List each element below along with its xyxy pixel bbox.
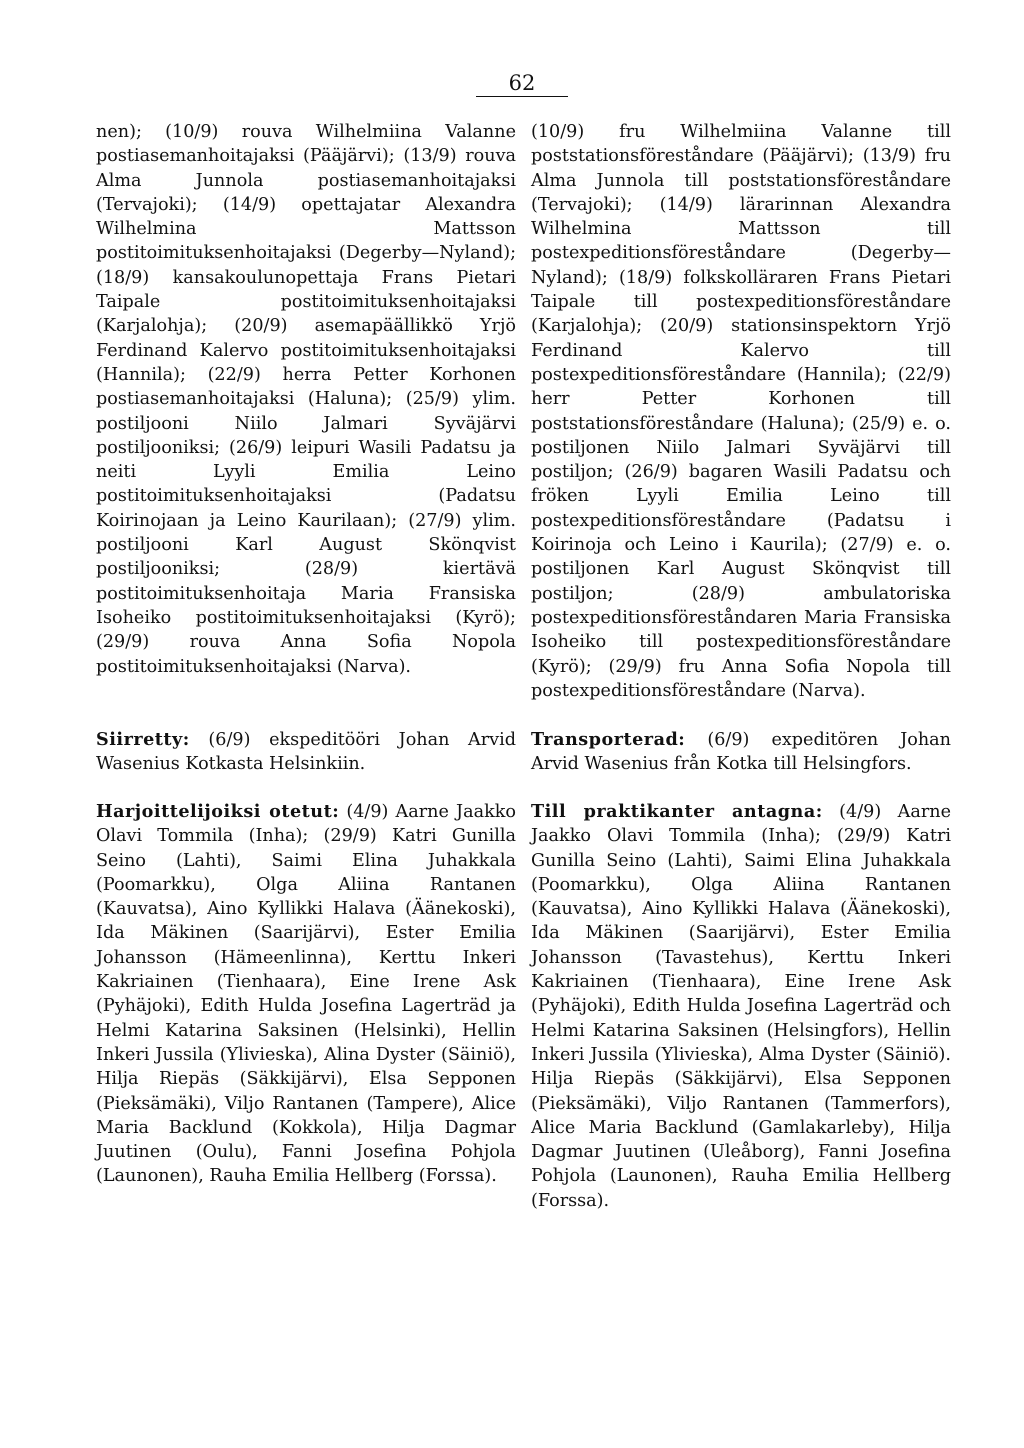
swedish-appointments: (10/9) fru Wilhelmiina Valanne till poststationsföreståndare (Pääjärvi); (13/9) fru Alma Junnola till poststationsföreståndare (Tervajoki); (14/9) lärarinnan Alexandra Wilhelmina Mattsson till postexpeditionsföreståndare (Degerby—Nyland); (18/9) folkskolläraren Frans Pietari Taipale till postexpeditionsföreståndare (Karjalohja); (20/9) stationsinspektorn Yrjö Ferdinand Kalervo till postexpeditionsföreståndare (Hannila); (22/9) herr Petter Korhonen till poststationsföreståndare (Haluna); (25/9) e. o. postiljonen Niilo Jalmari Syväjärvi till postiljon; (26/9) bagaren Wasili Padatsu och fröken Lyyli Emilia Leino till postexpeditionsföreståndare (Padatsu i Koirinoja och Leino i Kaurila); (27/9) e. o. postiljonen Karl August Skönqvist till postiljon; (28/9) ambulatoriska postexpeditionsföreståndaren Maria Fransiska Isoheiko till postexpeditionsföreståndare (Kyrö); (29/9) fru Anna Sofia Nopola till postexpeditionsföreståndare (Narva).	[531, 122, 951, 701]
finnish-trainees-heading: Harjoittelijoiksi otetut:	[96, 801, 340, 822]
swedish-trainees	[531, 800, 951, 1213]
finnish-trainees-text: (4/9) Aarne Jaakko Olavi Tommila (Inha); (29/9) Katri Gunilla Seino (Lahti), Saimi Elina Juhakkala (Poomarkku), Olga Aliina Rantanen (Kauvatsa), Aino Kyllikki Halava (Äänekoski), Ida Mäkinen (Saarijärvi), Ester Emilia Johansson (Hämeenlinna), Kerttu Inkeri Kakriainen (Tienhaara), Eine Irene Ask (Pyhäjoki), Edith Hulda Josefina Lagerträd ja Helmi Katarina Saksinen (Helsinki), Hellin Inkeri Jussila (Ylivieska), Alina Dyster (Säiniö), Hilja Riepäs (Säkkijärvi), Elsa Sepponen (Pieksämäki), Viljo Rantanen (Tampere), Alice Maria Backlund (Kokkola), Hilja Dagmar Juutinen (Oulu), Fanni Josefina Pohjola (Launonen), Rauha Emilia Hellberg (Forssa).	[96, 802, 516, 1187]
finnish-transfer-text: (6/9) ekspeditööri Johan Arvid Wasenius Kotkasta Helsinkiin.	[96, 730, 516, 775]
swedish-transfer-text: (6/9) expeditören Johan Arvid Wasenius från Kotka till Helsingfors.	[531, 730, 951, 775]
finnish-appointments: nen); (10/9) rouva Wilhelmiina Valanne postiasemanhoitajaksi (Pääjärvi); (13/9) rouva Alma Junnola postiasemanhoitajaksi (Tervajoki); (14/9) opettajatar Alexandra Wilhelmina Mattsson postitoimituksenhoitajaksi (Degerby—Nyland); (18/9) kansakoulunopettaja Frans Pietari Taipale postitoimituksenhoitajaksi (Karjalohja); (20/9) asemapäällikkö Yrjö Ferdinand Kalervo postitoimituksenhoitajaksi (Hannila); (22/9) herra Petter Korhonen postiasemanhoitajaksi (Haluna); (25/9) ylim. postiljooni Niilo Jalmari Syväjärvi postiljooniksi; (26/9) leipuri Wasili Padatsu ja neiti Lyyli Emilia Leino postitoimituksenhoitajaksi (Padatsu Koirinojaan ja Leino Kaurilaan); (27/9) ylim. postiljooni Karl August Skönqvist postiljooniksi; (28/9) kiertävä postitoimituksenhoitaja Maria Fransiska Isoheiko postitoimituksenhoitajaksi (Kyrö); (29/9) rouva Anna Sofia Nopola postitoimituksenhoitajaksi (Narva).	[96, 122, 516, 677]
swedish-trainees-text: (4/9) Aarne Jaakko Olavi Tommila (Inha); (29/9) Katri Gunilla Seino (Lahti), Saimi Elina Juhakkala (Poomarkku), Olga Aliina Rantanen (Kauvatsa), Aino Kyllikki Halava (Äänekoski), Ida Mäkinen (Saarijärvi), Ester Emilia Johansson (Tavastehus), Kerttu Inkeri Kakriainen (Tienhaara), Eine Irene Ask (Pyhäjoki), Edith Hulda Josefina Lagerträd och Helmi Katarina Saksinen (Helsingfors), Hellin Inkeri Jussila (Ylivieska), Alma Dyster (Säiniö). Hilja Riepäs (Säkkijärvi), Elsa Sepponen (Pieksämäki), Viljo Rantanen (Tammerfors), Alice Maria Backlund (Gamlakarleby), Hilja Dagmar Juutinen (Uleåborg), Fanni Josefina Pohjola (Launonen), Rauha Emilia Hellberg (Forssa).	[531, 802, 951, 1211]
finnish-trainees	[96, 800, 516, 1189]
swedish-trainees-heading: Till praktikanter antagna:	[531, 801, 823, 822]
finnish-transfer-heading: Siirretty:	[96, 729, 190, 750]
swedish-transfer-heading: Transporterad:	[531, 729, 686, 750]
swedish-transfer	[531, 728, 951, 777]
page-number: 62	[476, 70, 568, 97]
finnish-transfer	[96, 728, 516, 777]
